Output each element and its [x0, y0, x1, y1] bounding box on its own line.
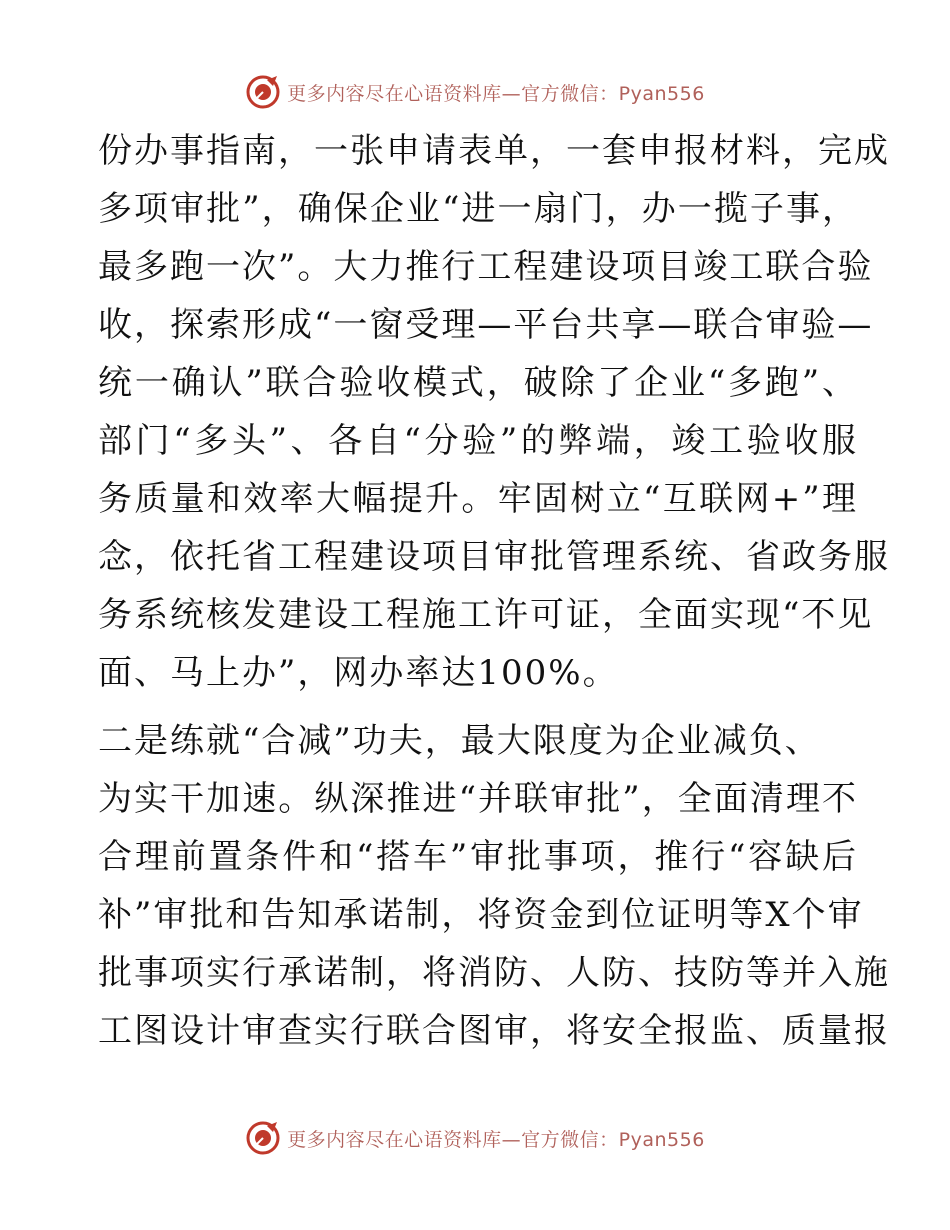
text-line: 工图设计审查实行联合图审，将安全报监、质量报 [98, 1011, 890, 1051]
watermark-text: 更多内容尽在心语资料库—官方微信：Pyan556 [287, 82, 705, 105]
paragraph-spacer [98, 702, 858, 712]
text-line: 批事项实行承诺制，将消防、人防、技防等并入施 [98, 953, 890, 993]
paragraph-2 [98, 712, 890, 1060]
watermark-text: 更多内容尽在心语资料库—官方微信：Pyan556 [287, 1128, 705, 1151]
text-line: 为实干加速。纵深推进“并联审批”，全面清理不 [98, 779, 858, 819]
header-watermark [0, 72, 950, 112]
text-line: 二是练就“合减”功夫，最大限度为企业减负、 [98, 721, 821, 761]
text-line: 面、马上办”，网办率达100%。 [98, 653, 619, 693]
text-line: 统一确认”联合验收模式，破除了企业“多跑”、 [98, 363, 858, 403]
brand-logo-icon [245, 74, 281, 110]
text-line: 部门“多头”、各自“分验”的弊端，竣工验收服 [98, 421, 858, 461]
text-line: 最多跑一次”。大力推行工程建设项目竣工联合验 [98, 247, 874, 287]
text-line: 收，探索形成“一窗受理—平台共享—联合审验— [98, 305, 874, 345]
text-line: 多项审批”，确保企业“进一扇门，办一揽子事， [98, 189, 858, 229]
footer-watermark [0, 1118, 950, 1158]
document-body [98, 122, 890, 1060]
paragraph-1 [98, 122, 890, 702]
text-line: 合理前置条件和“搭车”审批事项，推行“容缺后 [98, 837, 858, 877]
text-line: 务质量和效率大幅提升。牢固树立“互联网+”理 [98, 479, 858, 519]
brand-logo-icon [245, 1120, 281, 1156]
text-line: 份办事指南，一张申请表单，一套申报材料，完成 [98, 131, 890, 171]
text-line: 念，依托省工程建设项目审批管理系统、省政务服 [98, 537, 890, 577]
text-line: 补”审批和告知承诺制，将资金到位证明等X个审 [98, 895, 864, 935]
text-line: 务系统核发建设工程施工许可证，全面实现“不见 [98, 595, 874, 635]
